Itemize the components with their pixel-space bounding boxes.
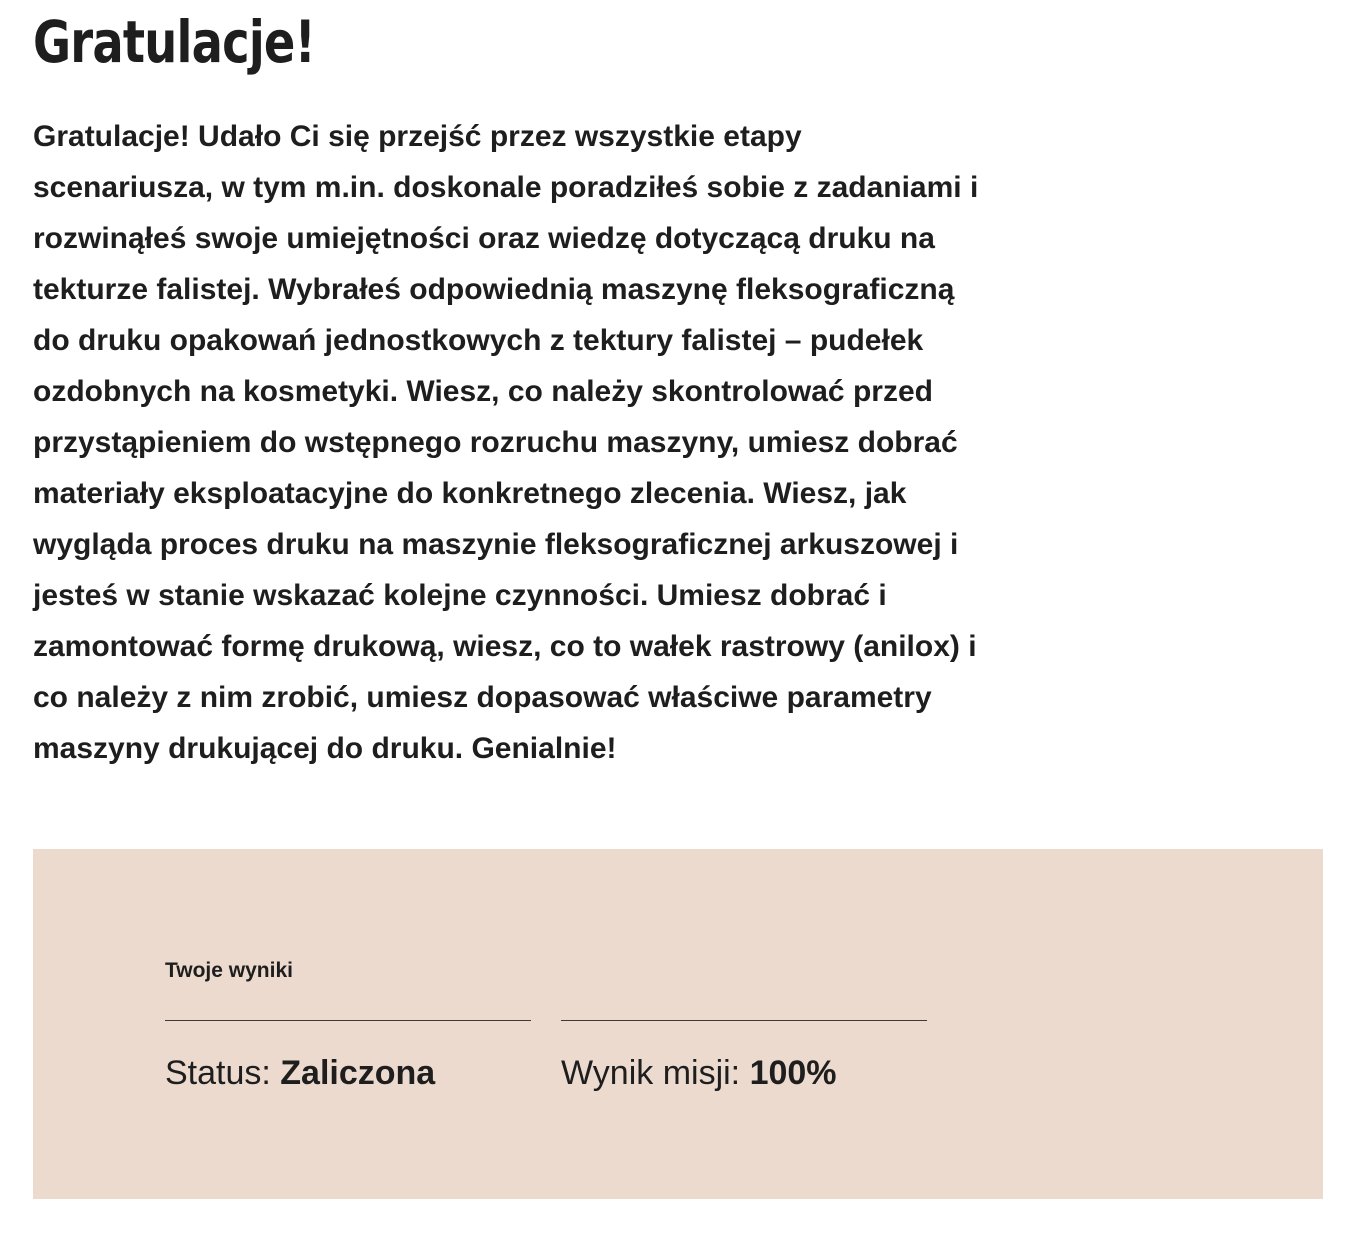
status-text xyxy=(165,1051,531,1095)
mission-score-result xyxy=(561,1020,927,1095)
intro-line: jesteś w stanie wskazać kolejne czynności. Umiesz dobrać i xyxy=(33,579,887,612)
intro-line: tekturze falistej. Wybrałeś odpowiednią maszynę fleksograficzną xyxy=(33,273,955,306)
intro-line: scenariusza, w tym m.in. doskonale poradziłeś sobie z zadaniami i xyxy=(33,171,979,204)
results-panel xyxy=(33,849,1323,1199)
intro-line: maszyny drukującej do druku. Genialnie! xyxy=(33,732,617,765)
status-value: Zaliczona xyxy=(280,1054,436,1092)
results-heading: Twoje wyniki xyxy=(165,959,293,982)
intro-line: materiały eksploatacyjne do konkretnego zlecenia. Wiesz, jak xyxy=(33,477,907,510)
intro-text xyxy=(33,111,1073,774)
intro-line: przystąpieniem do wstępnego rozruchu maszyny, umiesz dobrać xyxy=(33,426,958,459)
intro-line: zamontować formę drukową, wiesz, co to wałek rastrowy (anilox) i xyxy=(33,630,977,663)
intro-line: do druku opakowań jednostkowych z tektury falistej – pudełek xyxy=(33,324,924,357)
status-result xyxy=(165,1020,531,1095)
intro-line: Gratulacje! Udało Ci się przejść przez wszystkie etapy xyxy=(33,120,802,153)
mission-score-text xyxy=(561,1051,927,1095)
status-label: Status: xyxy=(165,1054,281,1092)
intro-line: wygląda proces druku na maszynie fleksograficznej arkuszowej i xyxy=(33,528,959,561)
mission-score-value: 100% xyxy=(749,1054,837,1092)
intro-line: co należy z nim zrobić, umiesz dopasować właściwe parametry xyxy=(33,681,932,714)
intro-line: ozdobnych na kosmetyki. Wiesz, co należy skontrolować przed xyxy=(33,375,933,408)
page-title: Gratulacje! xyxy=(33,8,315,76)
mission-score-label: Wynik misji: xyxy=(561,1054,750,1092)
intro-line: rozwinąłeś swoje umiejętności oraz wiedzę dotyczącą druku na xyxy=(33,222,935,255)
